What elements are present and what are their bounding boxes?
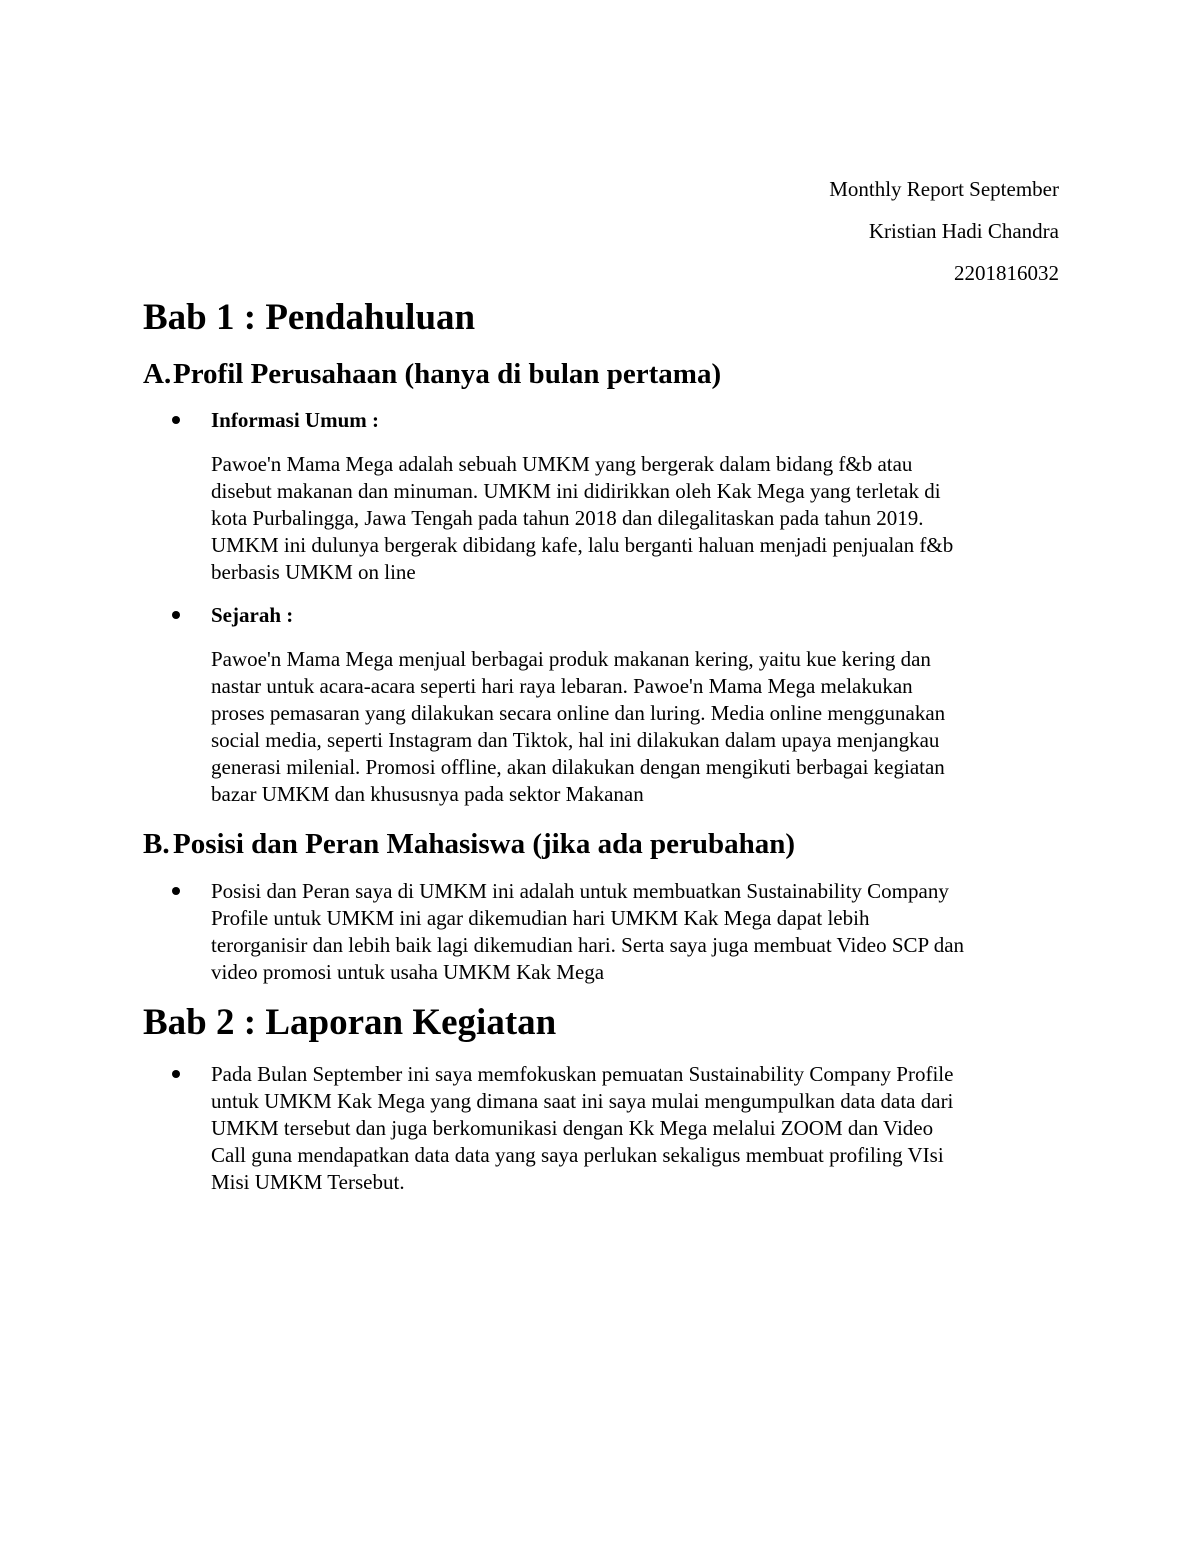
paragraph-line: Posisi dan Peran saya di UMKM ini adalah untuk membuatkan Sustainability Company	[211, 879, 949, 903]
paragraph-line: kota Purbalingga, Jawa Tengah pada tahun 2018 dan dilegalitaskan pada tahun 2019.	[211, 506, 924, 530]
bullet-icon	[172, 611, 180, 619]
section-a-title: Profil Perusahaan (hanya di bulan pertama)	[173, 358, 722, 390]
laporan-kegiatan-paragraph	[211, 1061, 1061, 1196]
posisi-peran-paragraph	[211, 878, 1061, 986]
paragraph-line: bazar UMKM dan khususnya pada sektor Makanan	[211, 782, 644, 806]
paragraph-line: Pawoe'n Mama Mega adalah sebuah UMKM yang bergerak dalam bidang f&b atau	[211, 452, 913, 476]
paragraph-line: video promosi untuk usaha UMKM Kak Mega	[211, 960, 605, 984]
sejarah-label: Sejarah :	[211, 603, 294, 627]
student-id: 2201816032	[954, 261, 1059, 285]
paragraph-line: Pada Bulan September ini saya memfokuskan pemuatan Sustainability Company Profile	[211, 1062, 954, 1086]
section-a-letter: A.	[143, 358, 172, 390]
paragraph-line: nastar untuk acara-acara seperti hari raya lebaran. Pawoe'n Mama Mega melakukan	[211, 674, 913, 698]
author-name: Kristian Hadi Chandra	[868, 219, 1059, 243]
section-b-heading	[143, 826, 795, 862]
informasi-umum-label: Informasi Umum :	[211, 408, 379, 432]
paragraph-line: Profile untuk UMKM ini agar dikemudian hari UMKM Kak Mega dapat lebih	[211, 906, 870, 930]
bab2-heading: Bab 2 : Laporan Kegiatan	[143, 1002, 557, 1043]
sejarah-paragraph	[211, 646, 1061, 808]
paragraph-line: social media, seperti Instagram dan Tiktok, hal ini dilakukan dalam upaya menjangkau	[211, 728, 940, 752]
paragraph-line: disebut makanan dan minuman. UMKM ini didirikkan oleh Kak Mega yang terletak di	[211, 479, 941, 503]
paragraph-line: berbasis UMKM on line	[211, 560, 416, 584]
paragraph-line: untuk UMKM Kak Mega yang dimana saat ini saya mulai mengumpulkan data data dari	[211, 1089, 954, 1113]
paragraph-line: Call guna mendapatkan data data yang saya perlukan sekaligus membuat profiling VIsi	[211, 1143, 944, 1167]
report-title: Monthly Report September	[829, 177, 1059, 201]
bullet-icon	[172, 887, 180, 895]
informasi-umum-paragraph	[211, 451, 1061, 586]
section-b-letter: B.	[143, 828, 170, 860]
paragraph-line: UMKM ini dulunya bergerak dibidang kafe, lalu berganti haluan menjadi penjualan f&b	[211, 533, 954, 557]
paragraph-line: terorganisir dan lebih baik lagi dikemudian hari. Serta saya juga membuat Video SCP dan	[211, 933, 965, 957]
section-a-heading	[143, 356, 721, 392]
paragraph-line: Pawoe'n Mama Mega menjual berbagai produk makanan kering, yaitu kue kering dan	[211, 647, 931, 671]
section-b-title: Posisi dan Peran Mahasiswa (jika ada perubahan)	[173, 828, 795, 860]
bullet-icon	[172, 1070, 180, 1078]
bab1-heading: Bab 1 : Pendahuluan	[143, 297, 476, 338]
bullet-icon	[172, 416, 180, 424]
paragraph-line: Misi UMKM Tersebut.	[211, 1170, 405, 1194]
report-header	[829, 168, 1059, 294]
paragraph-line: proses pemasaran yang dilakukan secara online dan luring. Media online menggunakan	[211, 701, 946, 725]
paragraph-line: generasi milenial. Promosi offline, akan dilakukan dengan mengikuti berbagai kegiatan	[211, 755, 945, 779]
paragraph-line: UMKM tersebut dan juga berkomunikasi dengan Kk Mega melalui ZOOM dan Video	[211, 1116, 934, 1140]
